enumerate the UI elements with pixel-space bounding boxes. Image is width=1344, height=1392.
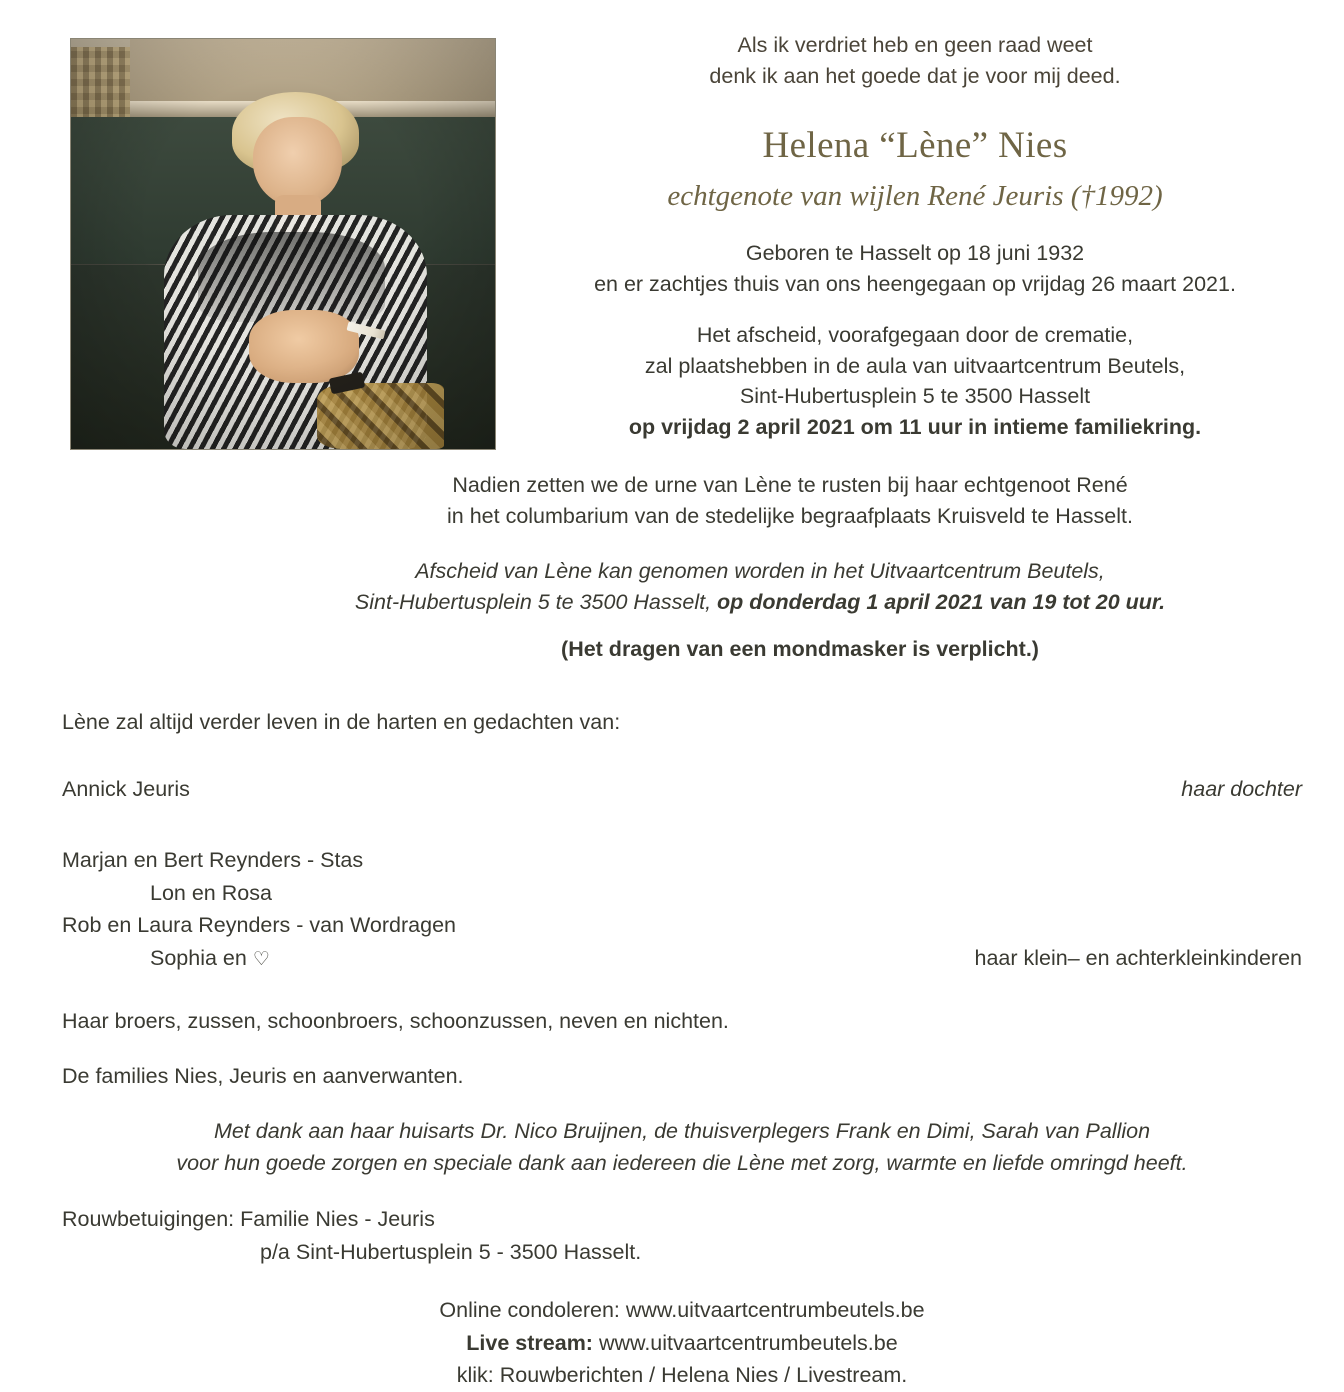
daughter-relation: haar dochter (1181, 777, 1302, 801)
urn-line-1: Nadien zetten we de urne van Lène te rusten bij haar echtgenoot René (452, 473, 1128, 497)
poem-block (520, 30, 1310, 91)
thanks-block (62, 1115, 1302, 1180)
online-condolences-line[interactable]: Online condoleren: www.uitvaartcentrumbeutels.be (439, 1297, 925, 1322)
ceremony-line-1: Het afscheid, voorafgegaan door de crematie, (696, 323, 1134, 347)
poem-line-2: denk ik aan het goede dat je voor mij deed. (709, 63, 1121, 88)
grandchildren-block (62, 844, 1302, 975)
survivors-section (62, 710, 1302, 1392)
condolences-label: Rouwbetuigingen: Familie Nies - Jeuris (62, 1207, 435, 1232)
grandchild-line: Lon en Rosa (150, 880, 272, 905)
visitation-line-1: Afscheid van Lène kan genomen worden in het Uitvaartcentrum Beutels, (415, 559, 1105, 583)
mask-notice: (Het dragen van een mondmasker is verplicht.) (561, 637, 1039, 661)
online-block (62, 1294, 1302, 1392)
survivors-intro: Lène zal altijd verder leven in de harten en gedachten van: (62, 710, 621, 734)
deceased-name: Helena “Lène” Nies (762, 125, 1068, 166)
visitation-address: Sint-Hubertusplein 5 te 3500 Hasselt, (354, 589, 718, 614)
ceremony-line-3: Sint-Hubertusplein 5 te 3500 Hasselt (739, 384, 1091, 409)
grandchild-line: Sophia en (150, 946, 247, 971)
urn-line-2: in het columbarium van de stedelijke begraafplaats Kruisveld te Hasselt. (447, 503, 1133, 528)
condolences-address: p/a Sint-Hubertusplein 5 - 3500 Hasselt. (260, 1239, 642, 1264)
photo-vignette (71, 39, 495, 449)
ceremony-line-2: zal plaatshebben in de aula van uitvaartcentrum Beutels, (644, 353, 1186, 378)
spouse-line: echtgenote van wijlen René Jeuris (†1992) (667, 180, 1163, 212)
visitation-datetime: op donderdag 1 april 2021 van 19 tot 20 uur. (717, 589, 1166, 614)
heart-icon: ♡ (252, 949, 270, 971)
ceremony-block (500, 320, 1330, 442)
condolences-block (62, 1203, 1302, 1268)
portrait-photo (70, 38, 496, 450)
thanks-line-1: Met dank aan haar huisarts Dr. Nico Bruijnen, de thuisverplegers Frank en Dimi, Sarah van Pallion (213, 1118, 1151, 1143)
visitation-block (200, 556, 1320, 617)
grandchild-line: Rob en Laura Reynders - van Wordragen (62, 913, 456, 938)
urn-block (260, 470, 1320, 531)
birth-death-block (500, 238, 1330, 299)
death-line: en er zachtjes thuis van ons heengegaan op vrijdag 26 maart 2021. (594, 271, 1236, 296)
grandchild-line-with-heart (62, 942, 270, 975)
siblings-line: Haar broers, zussen, schoonbroers, schoonzussen, neven en nichten. (62, 1008, 729, 1033)
ceremony-datetime: op vrijdag 2 april 2021 om 11 uur in intieme familiekring. (628, 414, 1202, 439)
poem-line-1: Als ik verdriet heb en geen raad weet (737, 33, 1093, 57)
daughter-row (62, 777, 1302, 802)
grandchildren-relation: haar klein– en achterkleinkinderen (974, 946, 1302, 971)
grandchild-last-row (62, 942, 1302, 975)
birth-line: Geboren te Hasselt op 18 juni 1932 (745, 241, 1085, 265)
daughter-name: Annick Jeuris (62, 777, 190, 801)
thanks-line-2: voor hun goede zorgen en speciale dank aan iedereen die Lène met zorg, warmte en liefde omringd heeft. (176, 1151, 1188, 1176)
live-stream-url[interactable]: www.uitvaartcentrumbeutels.be (592, 1330, 898, 1355)
grandchild-line: Marjan en Bert Reynders - Stas (62, 848, 364, 872)
live-stream-line[interactable] (62, 1327, 1302, 1360)
portrait-photo-image (71, 39, 495, 449)
families-line: De families Nies, Jeuris en aanverwanten. (62, 1063, 464, 1088)
live-stream-path: klik: Rouwberichten / Helena Nies / Livestream. (456, 1363, 908, 1388)
visitation-line-2 (200, 587, 1320, 618)
live-stream-label: Live stream: (466, 1330, 593, 1355)
